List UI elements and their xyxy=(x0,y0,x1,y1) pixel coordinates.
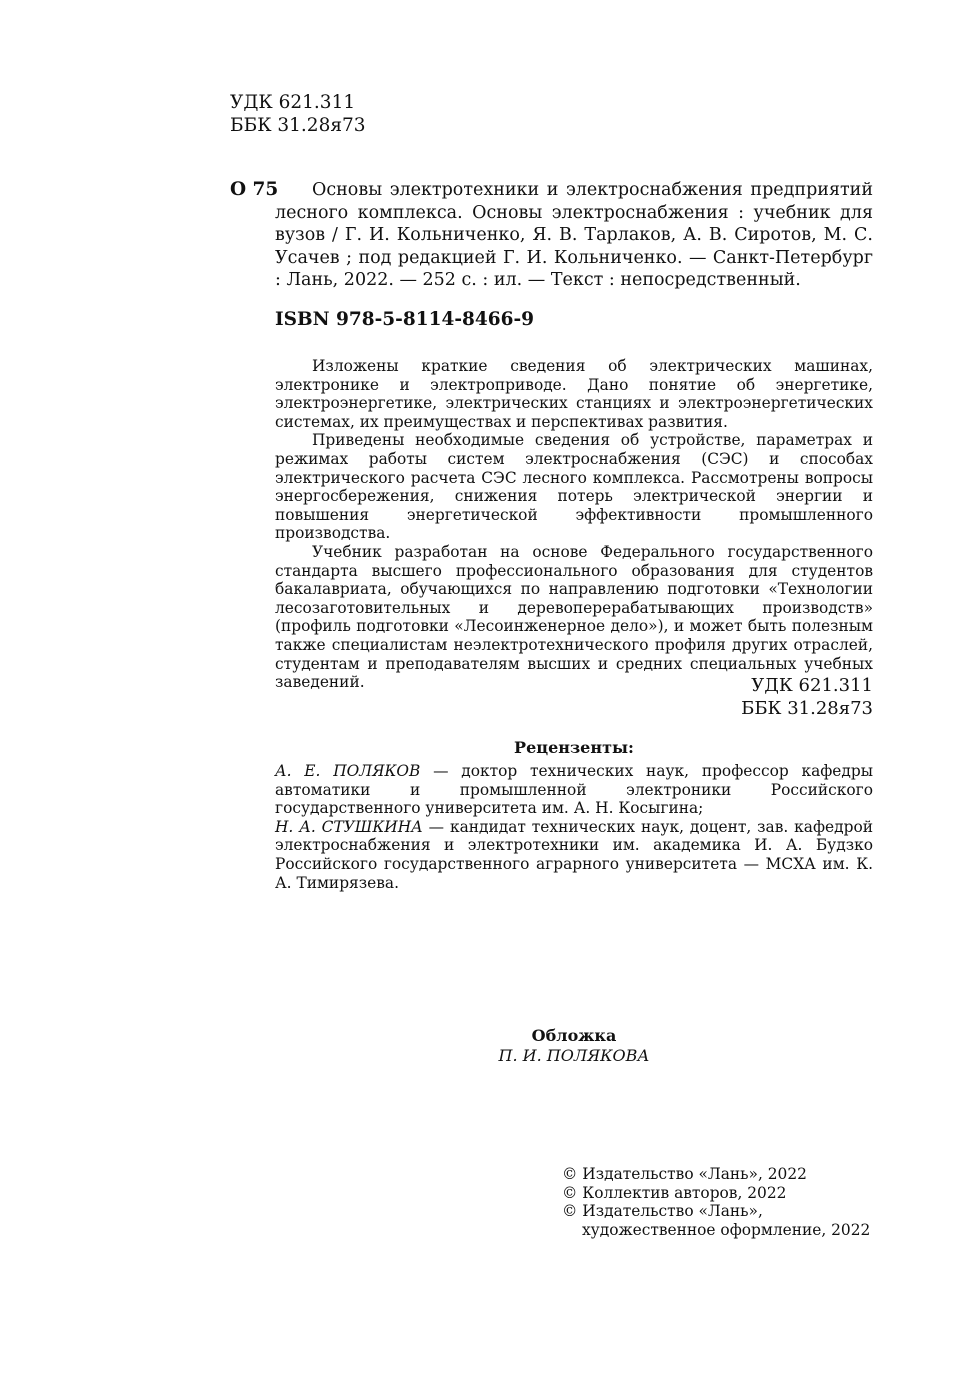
bbk-code: ББК 31.28я73 xyxy=(230,115,366,136)
copyright-line: © Коллектив авторов, 2022 xyxy=(562,1183,787,1202)
copyright-line: © Издательство «Лань», xyxy=(562,1202,763,1221)
cover-label: Обложка xyxy=(531,1026,617,1045)
reviewers-title: Рецензенты: xyxy=(514,738,634,757)
copyright-line: © Издательство «Лань», 2022 xyxy=(562,1165,807,1183)
copyright-line: художественное оформление, 2022 xyxy=(582,1220,871,1239)
udk-code: УДК 621.311 xyxy=(230,92,356,113)
reviewer-entry xyxy=(275,762,873,818)
bibliographic-record: Основы электротехники и электроснабжения предприятий лесного комплекса. Основы электроснабжения : учебник для вузов / Г. И. Кольниченко, Я. В. Тарлаков, А. В. Сиротов, М. С. Усачев ; под редакцией Г. И. Кольниченко. — Санкт-Петербург : Лань, 2022. — 252 с. : ил. — Текст : непосредственный. xyxy=(275,180,873,290)
reviewer-description: — кандидат технических наук, доцент, зав. кафедрой электроснабжения и электротехники им. академика И. А. Будзко Российского государственного аграрного университета — МСХА им. К. А. Тимирязева. xyxy=(275,817,873,892)
bbk-code: ББК 31.28я73 xyxy=(741,698,873,719)
author-code: О 75 xyxy=(230,179,279,200)
reviewer-name: Н. А. СТУШКИНА xyxy=(275,817,423,836)
reviewer-description: — доктор технических наук, профессор кафедры автоматики и промышленной электроники Российского государственного университета им. А. Н. Косыгина; xyxy=(275,762,873,818)
cover-credit xyxy=(275,1026,873,1066)
udk-bbk-right xyxy=(600,674,873,720)
cover-designer: П. И. ПОЛЯКОВА xyxy=(498,1046,650,1065)
udk-bbk-top xyxy=(230,91,366,137)
annotation xyxy=(275,357,873,692)
annotation-paragraph: Учебник разработан на основе Федерального государственного стандарта высшего профессионального образования для студентов бакалавриата, обучающихся по направлению подготовки «Технологии лесозаготовительных и деревоперерабатывающих производств» (профиль подготовки «Лесоинженерное дело»), и может быть полезным также специалистам неэлектротехнического профиля других отраслей, студентам и преподавателям высших и средних специальных учебных заведений. xyxy=(275,542,873,692)
reviewers-list xyxy=(275,762,873,892)
annotation-paragraph: Приведены необходимые сведения об устройстве, параметрах и режимах работы систем электроснабжения (СЭС) и способах электрического расчета СЭС лесного комплекса. Рассмотрены вопросы энергосбережения, снижения потерь электрической энергии и повышения энергетической эффективности промышленного производства. xyxy=(275,431,873,543)
udk-code: УДК 621.311 xyxy=(751,675,873,696)
isbn: ISBN 978-5-8114-8466-9 xyxy=(275,309,535,330)
reviewer-entry xyxy=(275,818,873,892)
reviewer-name: А. Е. ПОЛЯКОВ xyxy=(275,762,421,780)
annotation-paragraph: Изложены краткие сведения об электрических машинах, электронике и электроприводе. Дано понятие об энергетике, электроэнергетике, электрических станциях и электроэнергетических системах, их преимуществах и перспективах развития. xyxy=(275,357,873,431)
copyright-block xyxy=(562,1165,870,1239)
